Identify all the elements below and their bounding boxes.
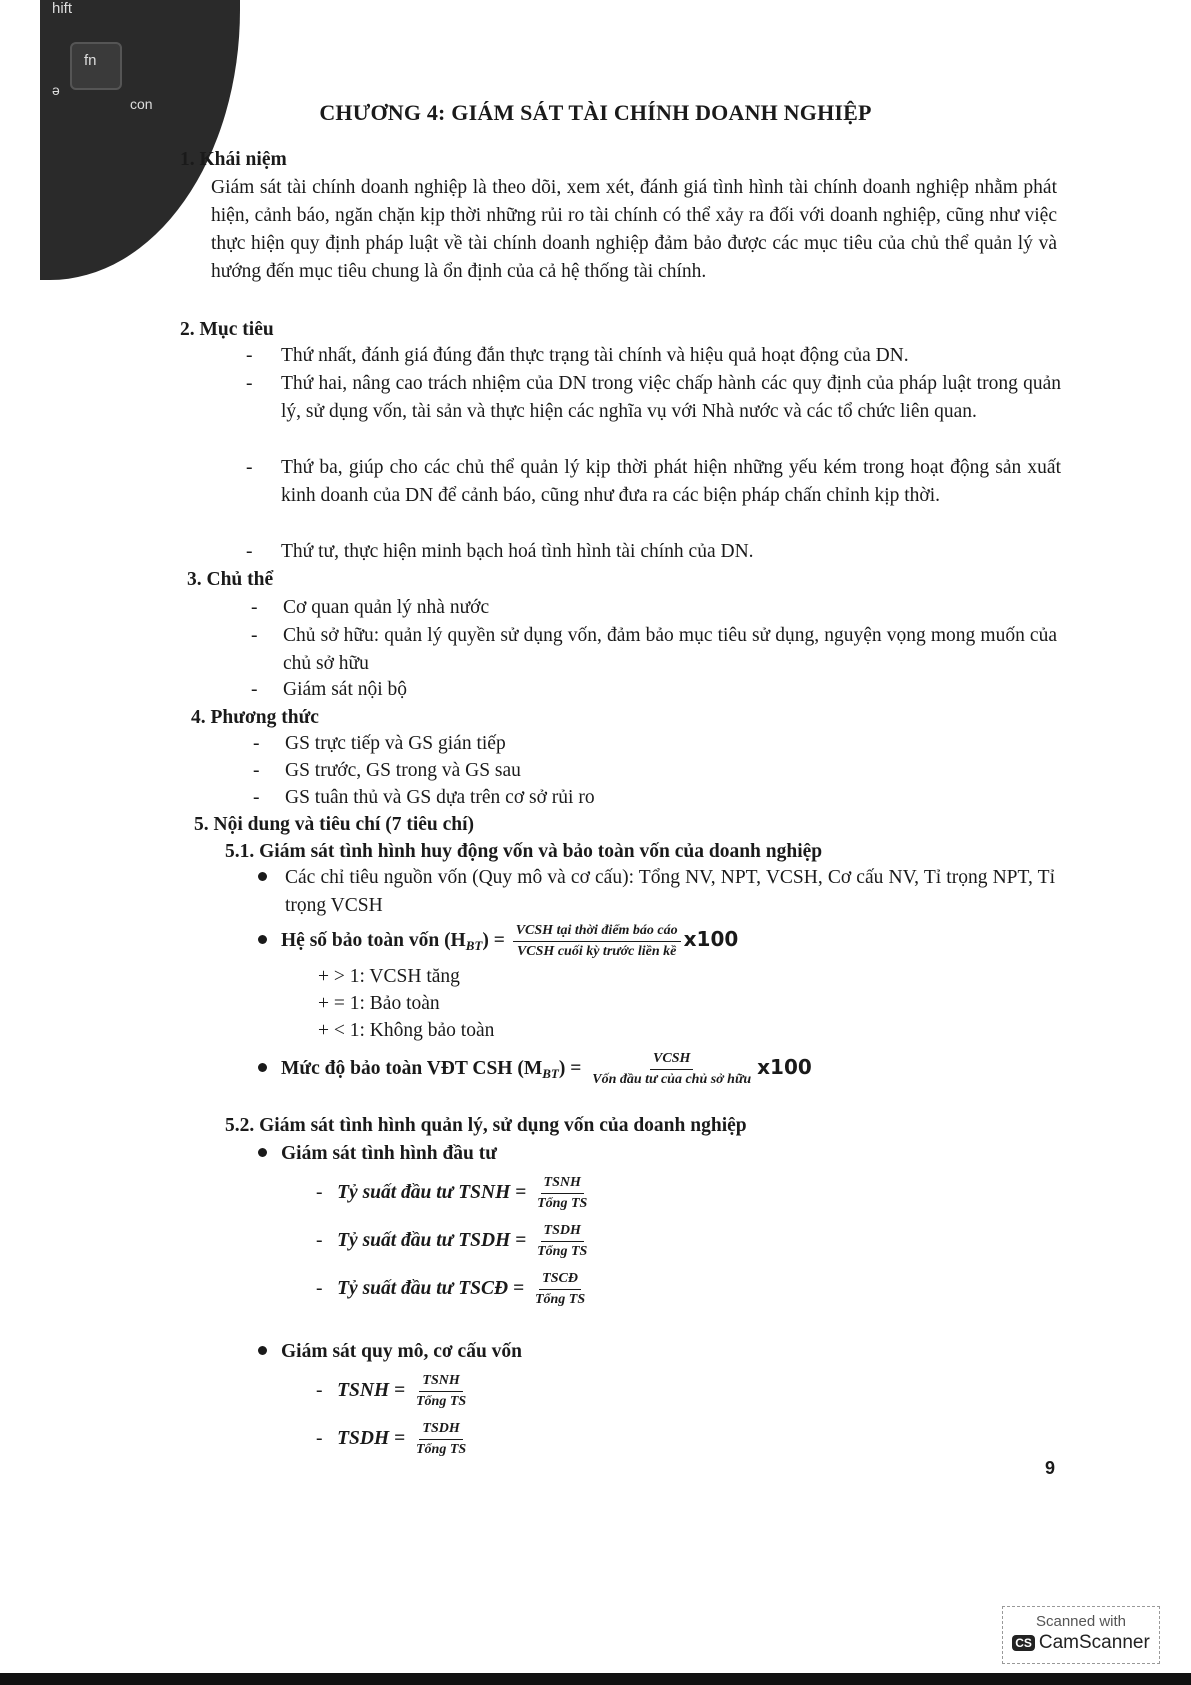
scan-bottom-edge [0, 1673, 1191, 1685]
list-item: Cơ quan quản lý nhà nước [283, 597, 490, 618]
fraction-denominator: VCSH cuối kỳ trước liền kề [516, 944, 677, 959]
formula-fraction [413, 1420, 469, 1459]
dash-marker: - [251, 679, 258, 700]
keyboard-fn-key: fn [70, 42, 122, 90]
dash-marker: - [251, 597, 258, 618]
watermark-brand [1003, 1632, 1159, 1654]
fraction-numerator: VCSH tại thời điểm báo cáo [513, 922, 681, 942]
bullet-heading [258, 1338, 522, 1366]
formula-fraction [513, 922, 681, 961]
list-item: GS trực tiếp và GS gián tiếp [285, 733, 506, 754]
formula-equals: ) = [558, 1057, 582, 1079]
dash-marker: - [246, 373, 253, 394]
list-item: Thứ ba, giúp cho các chủ thể quản lý kịp thời phát hiện những yếu kém trong hoạt động sản xuất kinh doanh của DN để cảnh báo, cũng như đưa ra các biện pháp chấn chỉnh kịp thời. [281, 457, 1061, 506]
bullet-dot [258, 935, 267, 944]
scale-formula [316, 1420, 472, 1459]
section-body: Giám sát tài chính doanh nghiệp là theo dõi, xem xét, đánh giá tình hình tài chính doanh nghiệp nhằm phát hiện, cảnh báo, ngăn chặn kịp thời những rủi ro tài chính có thể xảy ra đối với doanh nghiệp, cũng như việc thực hiện quy định pháp luật về tài chính doanh nghiệp đảm bảo được các mục tiêu của chủ thể quản lý và hướng đến mục tiêu chung là ổn định của cả hệ thống tài chính. [211, 177, 1057, 282]
bullet-label: Giám sát tình hình đầu tư [281, 1143, 497, 1164]
fraction-denominator: Tổng TS [416, 1442, 467, 1457]
scale-formula [316, 1372, 472, 1411]
keyboard-key-label: hift [52, 0, 73, 17]
chapter-title: CHƯƠNG 4: GIÁM SÁT TÀI CHÍNH DOANH NGHIỆP [319, 100, 872, 125]
subsection-heading: 5.2. Giám sát tình hình quản lý, sử dụng vốn của doanh nghiệp [225, 1115, 747, 1136]
formula-fraction [532, 1270, 588, 1309]
dash-marker: - [246, 457, 253, 478]
dash-marker: - [246, 541, 253, 562]
list-item: GS tuân thủ và GS dựa trên cơ sở rủi ro [285, 787, 595, 808]
fraction-denominator: Tổng TS [537, 1196, 588, 1211]
dash-marker: - [316, 1427, 338, 1449]
fraction-denominator: Tổng TS [537, 1244, 588, 1259]
bullet-dot [258, 1063, 267, 1072]
invest-formula [316, 1174, 593, 1213]
section-heading: 5. Nội dung và tiêu chí (7 tiêu chí) [194, 814, 475, 835]
formula-fraction [534, 1222, 590, 1261]
formula-equals: ) = [482, 929, 505, 951]
dash-marker: - [251, 625, 258, 646]
list-item: Thứ hai, nâng cao trách nhiệm của DN trong việc chấp hành các quy định của pháp luật trong quản lý, sử dụng vốn, tài sản và thực hiện các nghĩa vụ với Nhà nước và các tổ chức liên quan. [281, 373, 1061, 422]
fraction-numerator: TSNH [419, 1372, 462, 1392]
formula-multiplier: x100 [683, 926, 739, 951]
formula-multiplier: x100 [757, 1054, 812, 1079]
section-heading: 3. Chủ thể [187, 569, 274, 590]
formula-mbt [258, 1050, 1078, 1089]
keyboard-key-label: ə [52, 82, 60, 98]
formula-fraction [413, 1372, 469, 1411]
formula-label: Tỷ suất đầu tư TSDH = [337, 1229, 527, 1251]
keyboard-key-label: con [130, 96, 153, 112]
dash-marker: - [253, 787, 260, 808]
section-heading: 2. Mục tiêu [180, 319, 274, 340]
fraction-numerator: VCSH [650, 1050, 693, 1070]
formula-label: TSNH = [337, 1379, 406, 1401]
camscanner-watermark [1002, 1606, 1160, 1664]
case-item: + > 1: VCSH tăng [318, 966, 460, 987]
fraction-numerator: TSDH [419, 1420, 462, 1440]
formula-label: Tỷ suất đầu tư TSNH = [337, 1181, 527, 1203]
keyboard-corner-image [40, 0, 240, 280]
fraction-denominator: Vốn đầu tư của chủ sở hữu [592, 1072, 752, 1087]
formula-subscript: BT [542, 1065, 559, 1081]
bullet-heading [258, 1140, 497, 1168]
fraction-numerator: TSDH [541, 1222, 584, 1242]
case-item: + = 1: Bảo toàn [318, 993, 440, 1014]
dash-marker: - [253, 760, 260, 781]
fraction-numerator: TSCĐ [539, 1270, 581, 1290]
formula-hbt [258, 922, 1078, 961]
formula-label: TSDH = [337, 1427, 406, 1449]
formula-label: Tỷ suất đầu tư TSCĐ = [337, 1277, 525, 1299]
formula-subscript: BT [465, 937, 483, 953]
invest-formula [316, 1270, 591, 1309]
case-item: + < 1: Không bảo toàn [318, 1020, 495, 1041]
dash-marker: - [316, 1277, 338, 1299]
section-heading: 4. Phương thức [191, 707, 319, 728]
dash-marker: - [316, 1229, 338, 1251]
bullet-dot [258, 1346, 267, 1355]
formula-fraction [589, 1050, 754, 1089]
camscanner-logo-icon: CS [1012, 1635, 1035, 1651]
bullet-dot [258, 864, 281, 892]
fraction-denominator: Tổng TS [416, 1394, 467, 1409]
formula-fraction [534, 1174, 590, 1213]
list-item: GS trước, GS trong và GS sau [285, 760, 521, 781]
formula-label: Mức độ bảo toàn VĐT CSH (M [281, 1057, 543, 1079]
list-item: Giám sát nội bộ [283, 679, 408, 700]
subsection-heading: 5.1. Giám sát tình hình huy động vốn và bảo toàn vốn của doanh nghiệp [225, 841, 823, 862]
dash-marker: - [316, 1181, 338, 1203]
bullet-label: Giám sát quy mô, cơ cấu vốn [281, 1341, 523, 1362]
invest-formula [316, 1222, 593, 1261]
dash-marker: - [246, 345, 253, 366]
list-item: Chủ sở hữu: quản lý quyền sử dụng vốn, đảm bảo mục tiêu sử dụng, nguyện vọng mong muốn của chủ sở hữu [283, 625, 1057, 674]
fraction-denominator: Tổng TS [534, 1292, 586, 1307]
formula-label: Hệ số bảo toàn vốn (H [281, 929, 466, 951]
list-item: Các chỉ tiêu nguồn vốn (Quy mô và cơ cấu): Tổng NV, NPT, VCSH, Cơ cấu NV, Tỉ trọng NPT, Tỉ trọng VCSH [285, 867, 1055, 916]
fraction-numerator: TSNH [541, 1174, 584, 1194]
watermark-caption: Scanned with [1035, 1613, 1127, 1630]
watermark-brand-name: CamScanner [1038, 1632, 1150, 1653]
list-item: Thứ nhất, đánh giá đúng đắn thực trạng tài chính và hiệu quả hoạt động của DN. [281, 345, 909, 366]
list-item: Thứ tư, thực hiện minh bạch hoá tình hình tài chính của DN. [281, 541, 754, 562]
section-heading: 1. Khái niệm [180, 149, 287, 170]
dash-marker: - [253, 733, 260, 754]
dash-marker: - [316, 1379, 338, 1401]
page-number: 9 [1045, 1458, 1056, 1478]
bullet-dot [258, 1148, 267, 1157]
